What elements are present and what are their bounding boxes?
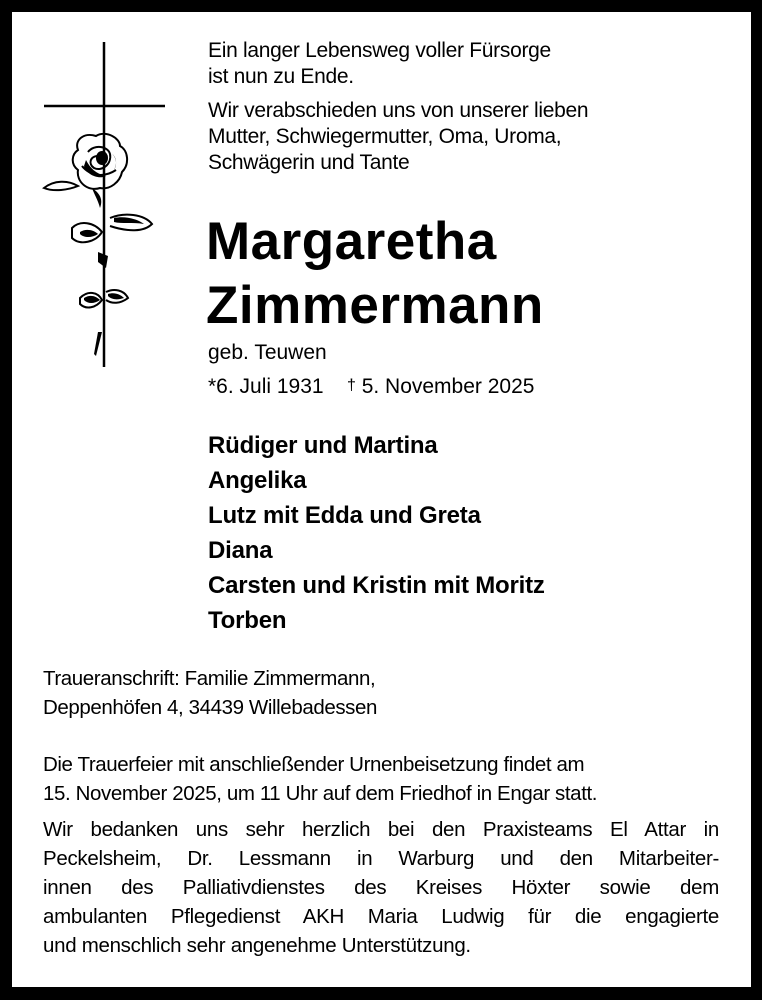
mourning-address [43, 664, 377, 722]
intro-line-2: ist nun zu Ende. [208, 65, 354, 88]
farewell-line-3: Schwägerin und Tante [208, 151, 410, 174]
birth-date: *6. Juli 1931 [208, 375, 324, 398]
address-line-1: Traueranschrift: Familie Zimmermann, [43, 667, 376, 690]
funeral-service-info [43, 750, 721, 808]
intro-line-1: Ein langer Lebensweg voller Fürsorge [208, 39, 551, 62]
family-member: Torben [208, 607, 287, 634]
service-line-2: 15. November 2025, um 11 Uhr auf dem Friedhof in Engar statt. [43, 782, 598, 805]
service-line-1: Die Trauerfeier mit anschließender Urnenbeisetzung findet am [43, 753, 585, 776]
family-member: Rüdiger und Martina [208, 432, 438, 459]
thanks-line: innen des Palliativdienstes des Kreises Höxter sowie dem [43, 876, 719, 899]
thanks-line: Peckelsheim, Dr. Lessmann in Warburg und den Mitarbeiter- [43, 847, 719, 870]
first-name: Margaretha [206, 212, 497, 271]
family-member: Angelika [208, 467, 307, 494]
deceased-name [206, 210, 544, 338]
thanks-line: ambulanten Pflegedienst AKH Maria Ludwig für die engagierte [43, 905, 719, 928]
intro-text [208, 38, 588, 184]
cross-with-rose-icon [40, 42, 165, 367]
family-member: Lutz mit Edda und Greta [208, 502, 481, 529]
last-name: Zimmermann [206, 276, 544, 335]
family-list [208, 428, 545, 638]
farewell-line-2: Mutter, Schwiegermutter, Oma, Uroma, [208, 125, 562, 148]
dagger-icon: † [346, 377, 356, 394]
life-dates [208, 372, 534, 401]
birth-name: geb. Teuwen [208, 341, 327, 364]
death-date: 5. November 2025 [361, 375, 535, 398]
address-line-2: Deppenhöfen 4, 34439 Willebadessen [43, 696, 378, 719]
farewell-line-1: Wir verabschieden uns von unserer lieben [208, 99, 589, 122]
family-member: Carsten und Kristin mit Moritz [208, 572, 545, 599]
thanks-line: und menschlich sehr angenehme Unterstützung. [43, 934, 471, 957]
thanks-line: Wir bedanken uns sehr herzlich bei den Praxisteams El Attar in [43, 818, 719, 841]
acknowledgement-text [43, 815, 719, 960]
family-member: Diana [208, 537, 273, 564]
